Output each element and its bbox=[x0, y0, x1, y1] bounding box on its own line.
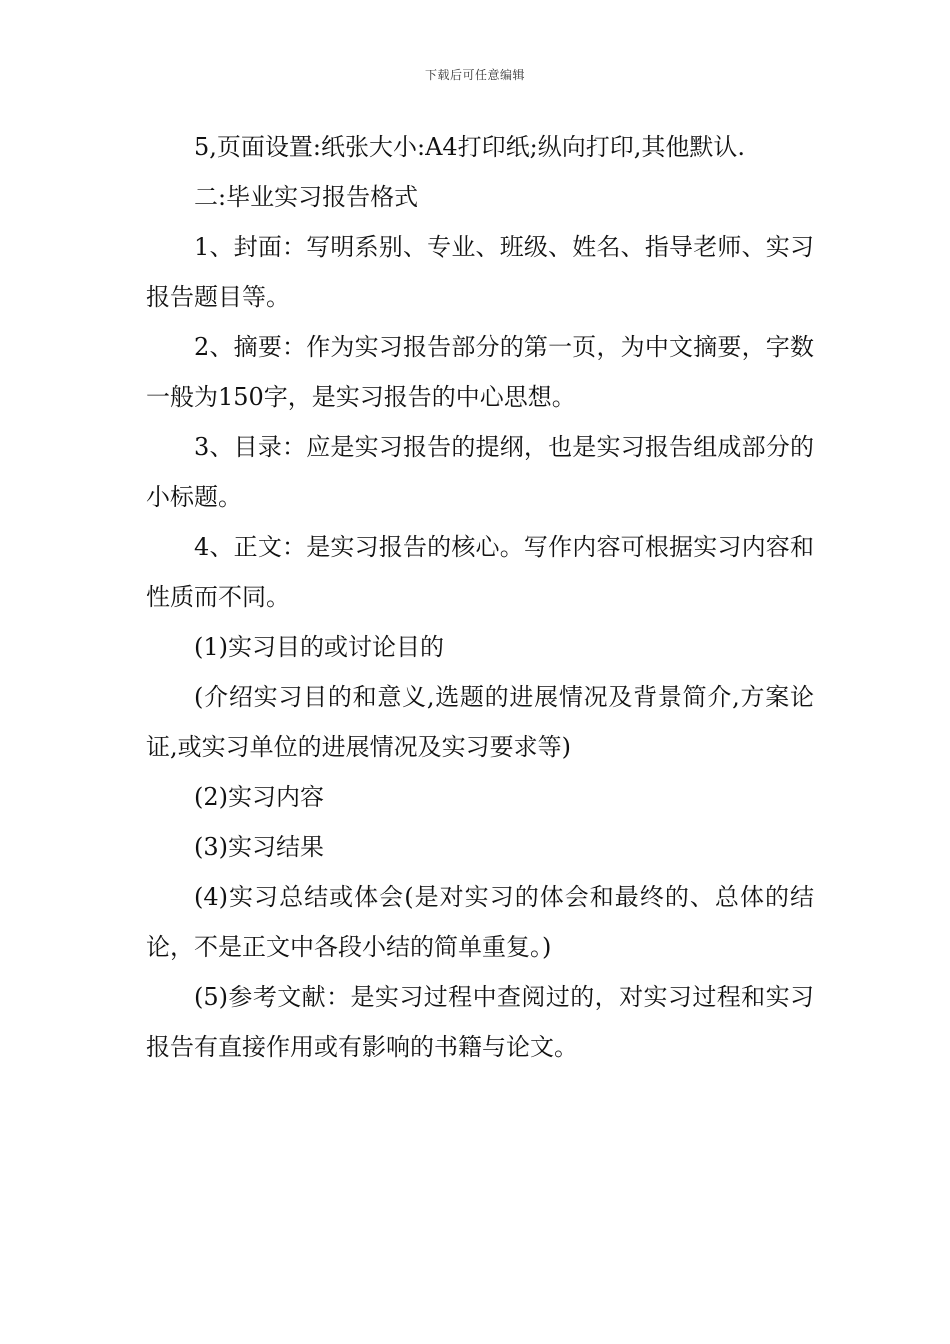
page-header: 下载后可任意编辑 bbox=[424, 68, 525, 82]
section-heading-format: 二:毕业实习报告格式 bbox=[194, 183, 419, 211]
paragraph-item-results: (3)实习结果 bbox=[194, 833, 324, 861]
document-body bbox=[146, 122, 814, 1072]
paragraph-item-references: (5)参考文献：是实习过程中查阅过的，对实习过程和实习报告有直接作用或有影响的书籍与论文。 bbox=[146, 983, 814, 1061]
paragraph-abstract: 2、摘要：作为实习报告部分的第一页，为中文摘要，字数一般为150字，是实习报告的中心思想。 bbox=[146, 333, 814, 411]
paragraph-cover: 1、封面：写明系别、专业、班级、姓名、指导老师、实习报告题目等。 bbox=[146, 233, 814, 311]
paragraph-contents: 3、目录：应是实习报告的提纲，也是实习报告组成部分的小标题。 bbox=[146, 433, 814, 511]
paragraph-page-setup: 5,页面设置:纸张大小:A4打印纸;纵向打印,其他默认. bbox=[194, 133, 746, 161]
paragraph-item-content: (2)实习内容 bbox=[194, 783, 324, 811]
paragraph-item-purpose: (1)实习目的或讨论目的 bbox=[194, 633, 444, 661]
paragraph-main-text: 4、正文：是实习报告的核心。写作内容可根据实习内容和性质而不同。 bbox=[146, 533, 814, 611]
paragraph-item-summary: (4)实习总结或体会(是对实习的体会和最终的、总体的结论，不是正文中各段小结的简单重复。) bbox=[146, 883, 814, 961]
paragraph-purpose-detail: (介绍实习目的和意义,选题的进展情况及背景简介,方案论证,或实习单位的进展情况及实习要求等) bbox=[146, 683, 814, 761]
